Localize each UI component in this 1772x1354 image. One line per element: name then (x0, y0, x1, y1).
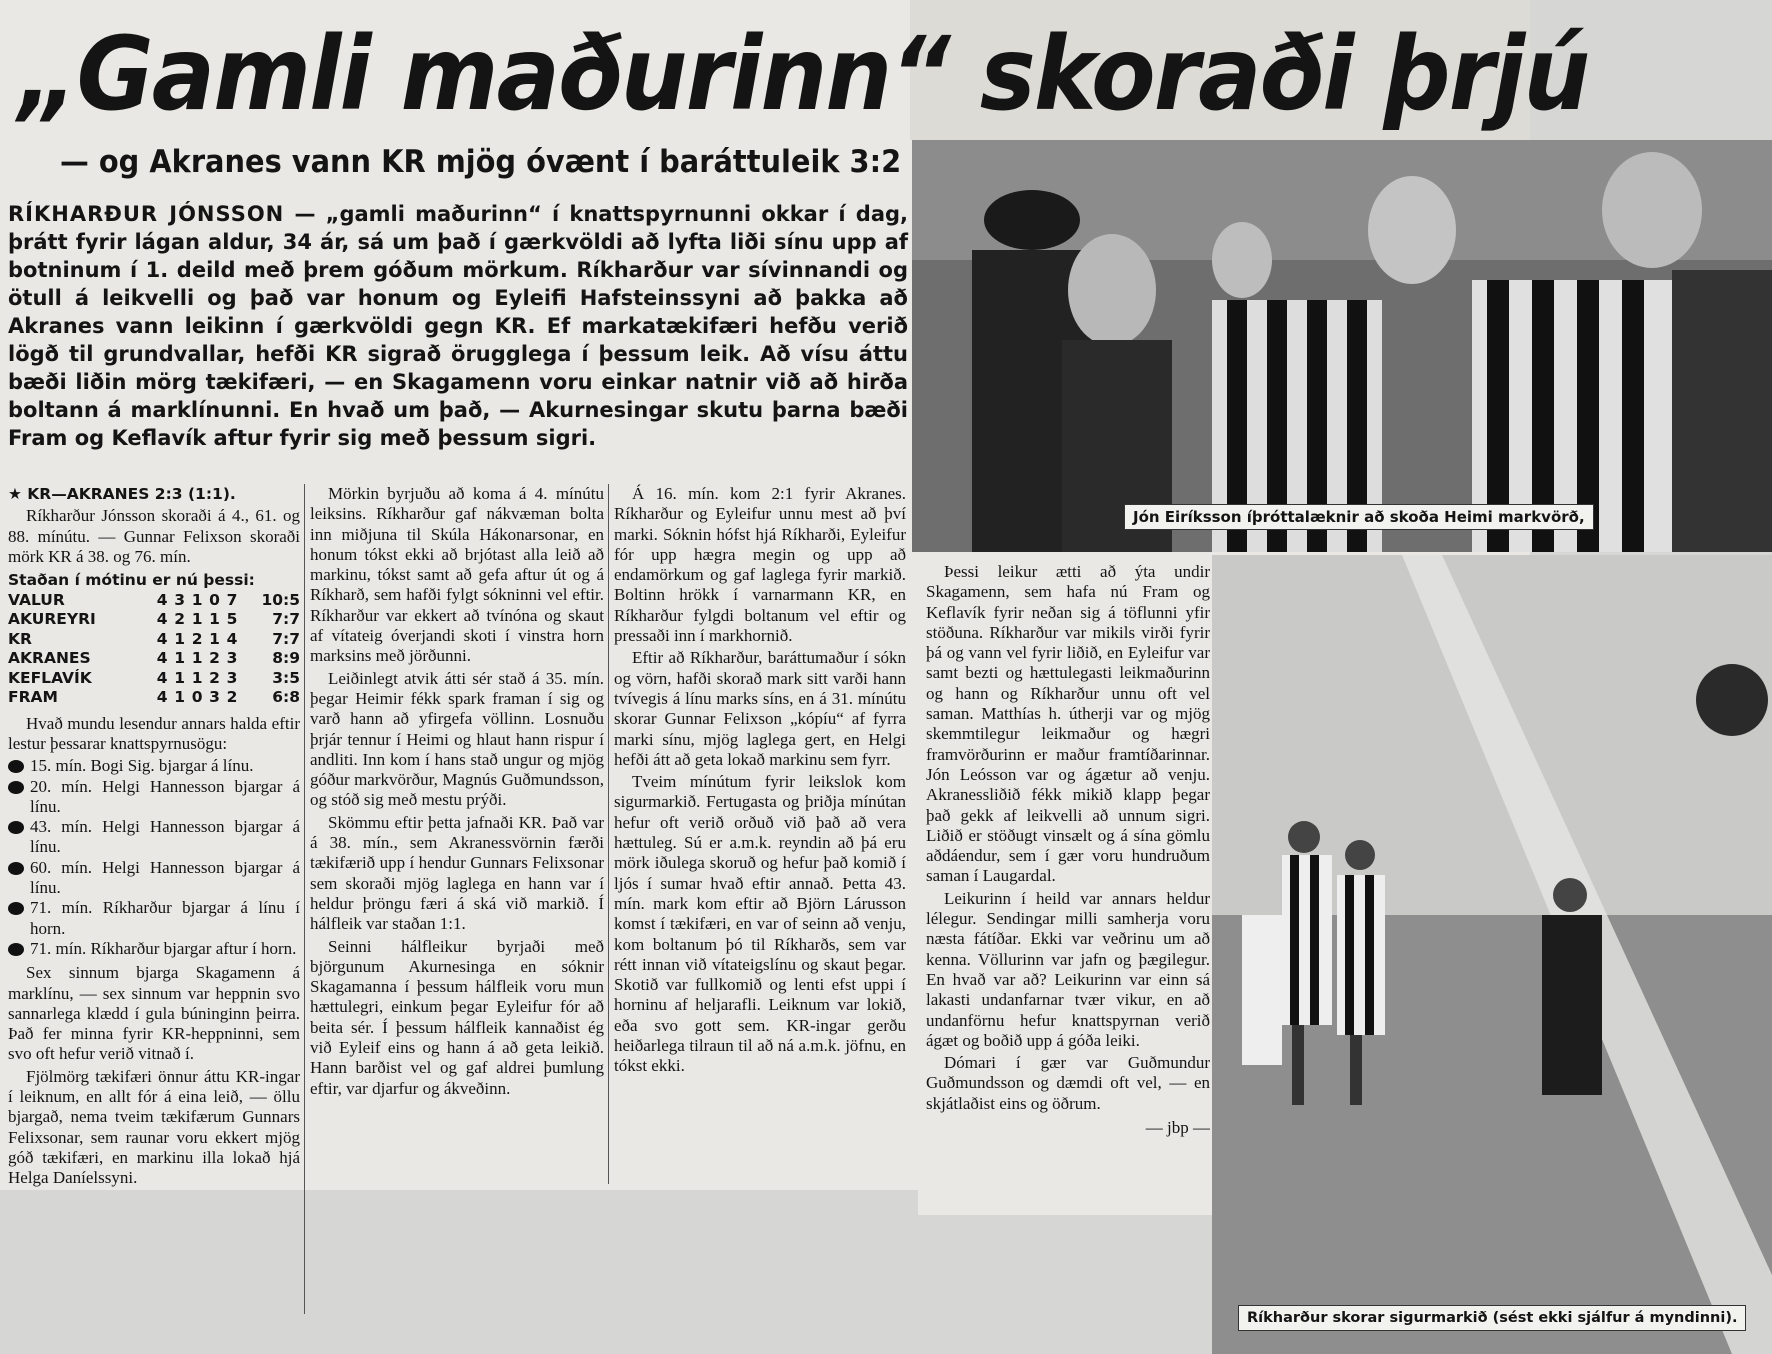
top-photo-caption: Jón Eiríksson íþróttalæknir að skoða Heimi markvörð, (1124, 504, 1594, 530)
standings-cell-goals: 6:8 (272, 688, 300, 707)
standings-cell-team: FRAM (8, 688, 58, 707)
save-text: 15. mín. Bogi Sig. bjargar á línu. (30, 756, 254, 776)
col1-paragraph-1: Sex sinnum bjarga Skagamenn á marklínu, — sex sinnum var heppnin svo sannarlega klædd í gula búninginn þeirra. Það fer minna fyrir KR-heppninni, sem svo oft hefur verið vitnað í. (8, 963, 300, 1064)
standings-cell-d: 2 (191, 629, 203, 648)
col3-paragraph-3: Tveim mínútum fyrir leikslok kom sigurmarkið. Fertugasta og þriðja mínútan hefur oft verið orðuð við það að vera hættuleg. Sú er a.m.k. reyndin að þá eru mörk iðulega skoruð og hefur það komið í ljós í sumar hvað eftir annað. Þetta 43. mín. mark kom eftir að Björn Lárusson komst í tækifæri, en var of seinn að venju, kom boltanum þó til Ríkharðs, sem var rétt innan við vítateigslínu og skaut þegar. Skotið var fullkomið og lenti efst uppi í horninu af heljarafli. Leiknum var lokið, eða svo gott sem. KR-ingar gerðu heiðarlega tilraun til að ná a.m.k. jöfnu, en tókst ekki. (614, 772, 906, 1076)
standings-row (8, 669, 300, 689)
standings-cell-w: 3 (174, 590, 186, 609)
standings-cell-d: 1 (191, 649, 203, 668)
standings-cell-goals: 10:5 (261, 590, 300, 609)
save-text: 71. mín. Ríkharður bjargar á línu í horn. (30, 898, 300, 938)
standings-cell-pts: 2 (226, 688, 238, 707)
standings-cell-goals: 3:5 (272, 668, 300, 687)
save-text: 43. mín. Helgi Hannesson bjargar á línu. (30, 817, 300, 857)
standings-row (8, 630, 300, 650)
standings-cell-p: 4 (156, 668, 168, 687)
standings-cell-p: 4 (156, 629, 168, 648)
standings-cell-d: 1 (191, 668, 203, 687)
standings-cell-goals: 7:7 (272, 610, 300, 629)
standings-table (8, 571, 300, 708)
column-4 (926, 562, 1210, 1212)
photo-doctor-goalkeeper (912, 140, 1772, 552)
bullet-dot-icon (8, 902, 24, 915)
standings-cell-w: 1 (174, 688, 186, 707)
lead-paragraph (8, 200, 908, 480)
photo-doctor-goalkeeper-image (912, 140, 1772, 552)
standings-cell-w: 2 (174, 610, 186, 629)
standings-cell-l: 2 (209, 668, 220, 687)
column-rule-1 (304, 484, 305, 1314)
standings-cell-team: KR (8, 629, 32, 648)
bottom-photo-caption: Ríkharður skorar sigurmarkið (sést ekki sjálfur á myndinni). (1238, 1305, 1746, 1331)
col2-paragraph-1: Mörkin byrjuðu að koma á 4. mínútu leiksins. Ríkharður gaf nákvæman bolta inn miðjuna til Skúla Hákonarsonar, en honum tókst ekki að brjótast alla leið að markinu, tókst samt að gefa aftur út og á Ríkharð, sem hafði fylgt sókninni vel eftir. Ríkharður var ekkert að tvínóna og skaut af vítateig óverjandi skoti í vinstra horn marksins með jörðunni. (310, 484, 604, 666)
standings-cell-w: 1 (174, 649, 186, 668)
standings-cell-team: AKUREYRI (8, 610, 96, 629)
standings-cell-p: 4 (156, 590, 168, 609)
standings-title: Staðan í mótinu er nú þessi: (8, 571, 255, 590)
col4-paragraph-1: Þessi leikur ætti að ýta undir Skagamenn, sem hafa nú Fram og Keflavík fyrir neðan sig á töflunni yfir stöðuna. Ríkharður var mikils virði fyrir þá og vann vel fyrir liðið, en Eyleifur var samt bezti og hættulegasti leikmaðurinn og hann og Ríkharður unnu oft vel saman. Matthías h. útherji var og mjög skemmtilegur leikmaður og hægri framvörðurinn er maður framtíðarinnar. Jón Leósson var og ágætur að venju. Akranessliðið fékk mikið klapp þegar það gekk af leikvelli að unnum sigri. Liðið er stöðugt vinsælt og á sína gömlu aðdáendur, sem í gær voru hundruðum saman í Laugardal. (926, 562, 1210, 886)
col2-paragraph-4: Seinni hálfleikur byrjaði með björgunum Akurnesinga en sóknir Skagamanna í þessum hálfleik voru mun hættulegri, einkum þegar Eyleifur fór að beita sér. Í þessum hálfleik kannaðist ég við Eyleif eins og hann á að geta leikið. Hann barðist vel og gaf aldrei þumlung eftir, var djarfur og ákveðinn. (310, 936, 604, 1098)
bullet-dot-icon (8, 943, 24, 956)
col3-paragraph-1: Á 16. mín. kom 2:1 fyrir Akranes. Ríkharður og Eyleifur unnu mest að því marki. Sóknin hófst hjá Ríkharði, Eyleifur fór upp hægra megin og upp að endamörkum og gaf laglega fyrir markið. Boltinn hrökk í varnarmann KR, en Ríkharður fylgdi boltanum vel eftir og pressaði inn í markhornið. (614, 484, 906, 646)
photo-winning-goal-image (1212, 555, 1772, 1354)
standings-cell-p: 4 (156, 649, 168, 668)
standings-row (8, 688, 300, 708)
standings-cell-team: AKRANES (8, 649, 91, 668)
column-1 (8, 484, 300, 1314)
scorers-text: Ríkharður Jónsson skoraði á 4., 61. og 88. mínútu. — Gunnar Felixson skoraði mörk KR á 38. og 76. mín. (8, 506, 300, 566)
headline: „Gamli maðurinn“ skoraði þrjú (18, 15, 1589, 134)
col2-paragraph-3: Skömmu eftir þetta jafnaði KR. Það var á 38. mín., sem Akranessvörnin færði tækifærið upp í hendur Gunnars Felixsonar sem skoraði mjög laglega en hann var í heldur þröngu færi á ská við markið. Í hálfleik var staðan 1:1. (310, 812, 604, 934)
standings-cell-d: 1 (191, 610, 203, 629)
signature: — jbp — (1145, 1118, 1210, 1138)
standings-cell-team: KEFLAVÍK (8, 668, 92, 687)
save-item (8, 756, 300, 776)
standings-cell-d: 1 (191, 590, 203, 609)
standings-cell-w: 1 (174, 629, 186, 648)
bullet-dot-icon (8, 781, 24, 794)
lead-kicker: RÍKHARÐUR JÓNSSON (8, 202, 285, 226)
standings-row (8, 591, 300, 611)
standings-cell-l: 2 (209, 649, 220, 668)
save-item (8, 817, 300, 858)
standings-row (8, 610, 300, 630)
col2-paragraph-2: Leiðinlegt atvik átti sér stað á 35. mín. þegar Heimir fékk spark framan í sig og varð hann að yfirgefa völlinn. Losnuðu þrjár tennur í Heimi og hlaut hann rispur í andliti. Inn kom í hans stað ungur og mjög góður markvörður, Magnús Guðmundsson, og stóð sig með mestu prýði. (310, 668, 604, 810)
standings-cell-pts: 5 (226, 610, 238, 629)
save-text: 20. mín. Helgi Hannesson bjargar á línu. (30, 776, 300, 816)
score-line: ★ KR—AKRANES 2:3 (1:1). (8, 485, 236, 503)
standings-cell-p: 4 (156, 688, 168, 707)
save-item (8, 898, 300, 939)
subheadline: — og Akranes vann KR mjög óvænt í baráttuleik 3:2 (60, 144, 902, 180)
saves-list (8, 756, 300, 959)
standings-cell-l: 3 (209, 688, 220, 707)
col3-paragraph-2: Eftir að Ríkharður, baráttumaður í sókn og vörn, hafði skorað mark sitt varði hann tvívegis á línu marks síns, en á 31. mínútu skorar Gunnar Felixson „kópíu“ af fyrra marki sínu, mjög laglega gert, en Helgi hefði átt að geta lokað markinu sem fyrr. (614, 648, 906, 769)
standings-cell-pts: 7 (226, 590, 238, 609)
standings-cell-p: 4 (156, 610, 168, 629)
standings-cell-pts: 4 (226, 629, 238, 648)
column-rule-2 (608, 484, 609, 1184)
save-item (8, 939, 300, 959)
standings-cell-d: 0 (191, 688, 203, 707)
standings-cell-pts: 3 (226, 668, 238, 687)
save-text: 60. mín. Helgi Hannesson bjargar á línu. (30, 857, 300, 898)
standings-cell-team: VALUR (8, 590, 65, 609)
column-3 (614, 484, 906, 1214)
save-text: 71. mín. Ríkharður bjargar aftur í horn. (30, 938, 297, 958)
bullet-dot-icon (8, 862, 24, 875)
save-item (8, 777, 300, 818)
standings-cell-goals: 8:9 (272, 649, 300, 668)
standings-cell-l: 0 (209, 590, 220, 609)
standings-cell-l: 1 (209, 629, 220, 648)
col1-paragraph-2: Fjölmörg tækifæri önnur áttu KR-ingar í leiknum, en allt fór á eina leið, — öllu bjargað, nema tveim tækifærum Gunnars Felixsonar, sem raunar voru ekkert mjög góð tækifæri, en markinu illa lokað hjá Helga Daníelssyni. (8, 1066, 300, 1188)
standings-cell-pts: 3 (226, 649, 238, 668)
save-item (8, 858, 300, 899)
saves-intro: Hvað mundu lesendur annars halda eftir lestur þessarar knattspyrnusögu: (8, 713, 300, 753)
photo-winning-goal (1212, 555, 1772, 1354)
column-2 (310, 484, 604, 1184)
col4-paragraph-3: Dómari í gær var Guðmundur Guðmundsson og dæmdi oft vel, — en skjátlaðist eins og öðrum. (926, 1053, 1210, 1113)
standings-cell-goals: 7:7 (272, 629, 300, 648)
bullet-dot-icon (8, 760, 24, 773)
bullet-dot-icon (8, 821, 24, 834)
standings-row (8, 649, 300, 669)
standings-cell-l: 1 (209, 610, 220, 629)
col4-paragraph-2: Leikurinn í heild var annars heldur lélegur. Sendingar milli samherja voru næsta fátíðar. Ekki var veðrinu um að kenna. Völlurinn var jafn og þægilegur. En hvað var að? Leikurinn var einn sá lakasti undanfarnar tvær vikur, en að undanförnu hefur knattspyrnan verið ágæt og boðið upp á góða leiki. (926, 888, 1210, 1050)
lead-text: — „gamli maðurinn“ í knattspyrnunni okkar í dag, þrátt fyrir lágan aldur, 34 ár, sá um það í gærkvöldi að lyfta liði sínu upp af botninum í 1. deild með þrem góðum mörkum. Ríkharður var sívinnandi og ötull á leikvelli og það var honum og Eyleifi Hafsteinssyni að þakka að Akranes vann leikinn í gærkvöldi gegn KR. Ef markatækifæri hefðu verið lögð til grundvallar, hefði KR sigrað örugglega í þessum leik. Að vísu áttu bæði liðin mörg tækifæri, — en Skagamenn voru einkar natnir við að hirða boltann á marklínunni. En hvað um það, — Akurnesingar skutu þarna bæði Fram og Keflavík aftur fyrir sig með þessum sigri. (8, 202, 908, 450)
standings-cell-w: 1 (174, 668, 186, 687)
